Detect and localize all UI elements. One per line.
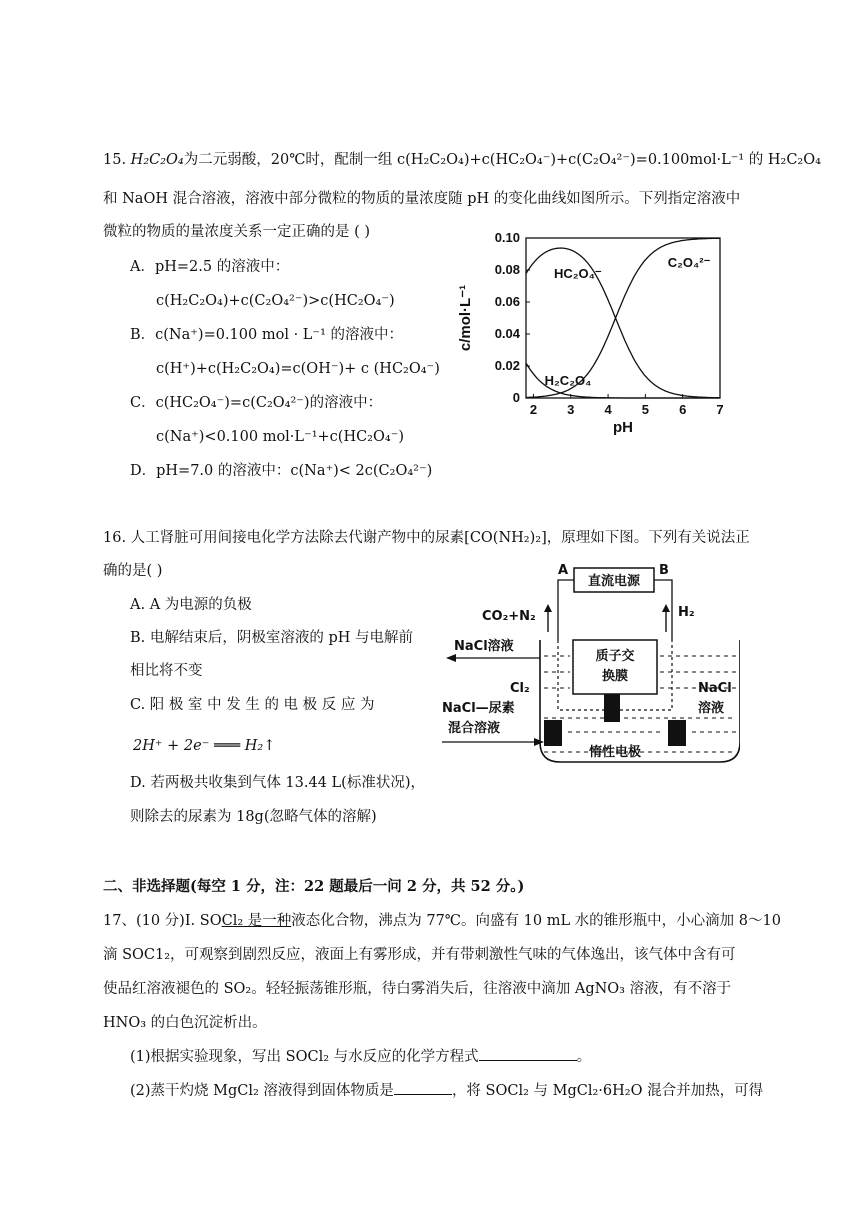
q15-formula: H₂C₂O₄ bbox=[130, 152, 184, 168]
mix-label-2: 混合溶液 bbox=[448, 721, 501, 736]
q17-line1-b: 液态化合物，沸点为 77℃。向盛有 10 mL 水的锥形瓶中，小心滴加 8～10 bbox=[291, 913, 781, 929]
q16-option-b-cont: 相比将不变 bbox=[130, 663, 203, 679]
q17-line1 bbox=[103, 911, 781, 931]
q16-option-b: B. 电解结束后，阴极室溶液的 pH 与电解前 bbox=[130, 630, 414, 646]
nacl-out-label: NaCl溶液 bbox=[454, 639, 514, 654]
answer-blank-2[interactable] bbox=[394, 1080, 452, 1095]
terminal-a-label: A bbox=[558, 563, 569, 578]
electrode-label: 惰性电极 bbox=[588, 745, 642, 760]
x-tick-label: 5 bbox=[641, 402, 650, 417]
q17-part1-text: (1)根据实验现象，写出 SOCl₂ 与水反应的化学方程式 bbox=[130, 1049, 479, 1065]
power-supply-label: 直流电源 bbox=[587, 574, 641, 589]
series-label-hc2o4: HC₂O₄⁻ bbox=[553, 266, 602, 281]
x-tick-label: 4 bbox=[604, 402, 612, 417]
y-tick-label: 0.02 bbox=[494, 358, 520, 373]
q17-line1-a: 17、(10 分)I. SO bbox=[103, 913, 222, 929]
q17-part2-end: ，将 SOCl₂ 与 MgCl₂·6H₂O 混合并加热，可得 bbox=[451, 1083, 764, 1099]
electrode-right bbox=[668, 720, 686, 746]
q16-option-a: A. A 为电源的负极 bbox=[130, 597, 252, 613]
x-tick-label: 2 bbox=[529, 402, 538, 417]
mix-label-1: NaCl—尿素 bbox=[442, 701, 515, 716]
q16-line1: 16. 人工肾脏可用间接电化学方法除去代谢产物中的尿素[CO(NH₂)₂]，原理如下图。下列有关说法正 bbox=[103, 530, 750, 546]
y-tick-label: 0.06 bbox=[494, 294, 520, 309]
q15-option-c-expr: c(Na⁺)<0.100 mol·L⁻¹+c(HC₂O₄⁻) bbox=[156, 429, 405, 445]
q16-option-c-equation: 2H⁺ + 2e⁻ ═══ H₂↑ bbox=[133, 738, 276, 754]
q15-line3: 微粒的物质的量浓度关系一定正确的是 ( ) bbox=[103, 224, 371, 240]
nacl-right-label-1: NaCl bbox=[698, 681, 732, 696]
gas-right-label: H₂ bbox=[678, 605, 695, 620]
x-tick-label: 7 bbox=[716, 402, 724, 417]
electrode-left bbox=[544, 720, 562, 746]
y-tick-label: 0.08 bbox=[494, 262, 520, 277]
x-tick-label: 6 bbox=[679, 402, 687, 417]
q17-line3: 使品红溶液褪色的 SO₂。轻轻振荡锥形瓶，待白雾消失后，往溶液中滴加 AgNO₃ 溶液，有不溶于 bbox=[103, 981, 732, 997]
q16-option-d-cont: 则除去的尿素为 18g(忽略气体的溶解) bbox=[130, 809, 377, 825]
q15-number: 15. bbox=[103, 152, 127, 168]
q15-option-a-expr: c(H₂C₂O₄)+c(C₂O₄²⁻)>c(HC₂O₄⁻) bbox=[156, 293, 395, 309]
q17-part1 bbox=[130, 1046, 591, 1067]
cl2-label: Cl₂ bbox=[510, 681, 530, 696]
x-axis-label: pH bbox=[613, 419, 633, 436]
q15-option-c: C．c(HC₂O₄⁻)=c(C₂O₄²⁻)的溶液中： bbox=[130, 395, 383, 411]
series-label-h2c2o4: H₂C₂O₄ bbox=[544, 373, 592, 389]
q17-part1-end: 。 bbox=[576, 1049, 592, 1065]
x-tick-label: 3 bbox=[567, 402, 575, 417]
q15-option-b: B．c(Na⁺)=0.100 mol · L⁻¹ 的溶液中： bbox=[130, 327, 403, 343]
q16-option-c: C. 阳 极 室 中 发 生 的 电 极 反 应 为 bbox=[130, 697, 375, 713]
nacl-right-label-2: 溶液 bbox=[698, 701, 725, 716]
q15-option-b-expr: c(H⁺)+c(H₂C₂O₄)=c(OH⁻)+ c (HC₂O₄⁻) bbox=[156, 361, 440, 377]
q15-line1-text: 为二元弱酸，20℃时，配制一组 c(H₂C₂O₄)+c(HC₂O₄⁻)+c(C₂O₄²⁻)=0.100mol·L⁻¹ 的 H₂C₂O₄ bbox=[183, 152, 821, 168]
q16-line2: 确的是( ) bbox=[103, 563, 163, 579]
q15-option-a: A．pH=2.5 的溶液中： bbox=[130, 259, 290, 275]
electrolysis-diagram bbox=[440, 560, 740, 770]
membrane-label-1: 质子交 bbox=[595, 649, 635, 664]
y-tick-label: 0.10 bbox=[494, 230, 520, 245]
concentration-ph-chart bbox=[448, 222, 738, 446]
membrane-label-2: 换膜 bbox=[601, 669, 629, 684]
y-tick-label: 0.04 bbox=[494, 326, 520, 341]
q15-line1 bbox=[103, 150, 821, 170]
series-label-c2o4: C₂O₄²⁻ bbox=[667, 254, 711, 270]
q17-line2: 滴 SOC1₂，可观察到剧烈反应，液面上有雾形成，并有带刺激性气味的气体逸出，该气体中含有可 bbox=[103, 947, 736, 963]
y-axis-label: c/mol·L⁻¹ bbox=[457, 284, 474, 352]
q15-option-d: D．pH=7.0 的溶液中：c(Na⁺)< 2c(C₂O₄²⁻) bbox=[130, 463, 433, 479]
terminal-b-label: B bbox=[659, 563, 669, 578]
gas-left-label: CO₂+N₂ bbox=[482, 609, 536, 624]
q17-line1-underlined: Cl₂ 是一种 bbox=[221, 913, 292, 929]
wire-left bbox=[558, 580, 574, 640]
q16-option-d: D. 若两极共收集到气体 13.44 L(标准状况)， bbox=[130, 775, 425, 791]
y-tick-label: 0 bbox=[512, 390, 520, 405]
q17-line4: HNO₃ 的白色沉淀析出。 bbox=[103, 1015, 267, 1031]
section2-title: 二、非选择题(每空 1 分，注：22 题最后一问 2 分，共 52 分。) bbox=[103, 878, 525, 895]
q17-part2 bbox=[130, 1080, 763, 1101]
q15-line2: 和 NaOH 混合溶液，溶液中部分微粒的物质的量浓度随 pH 的变化曲线如图所示。下列指定溶液中 bbox=[103, 191, 741, 207]
q17-part2-text: (2)蒸干灼烧 MgCl₂ 溶液得到固体物质是 bbox=[130, 1083, 394, 1099]
answer-blank-1[interactable] bbox=[479, 1046, 577, 1061]
